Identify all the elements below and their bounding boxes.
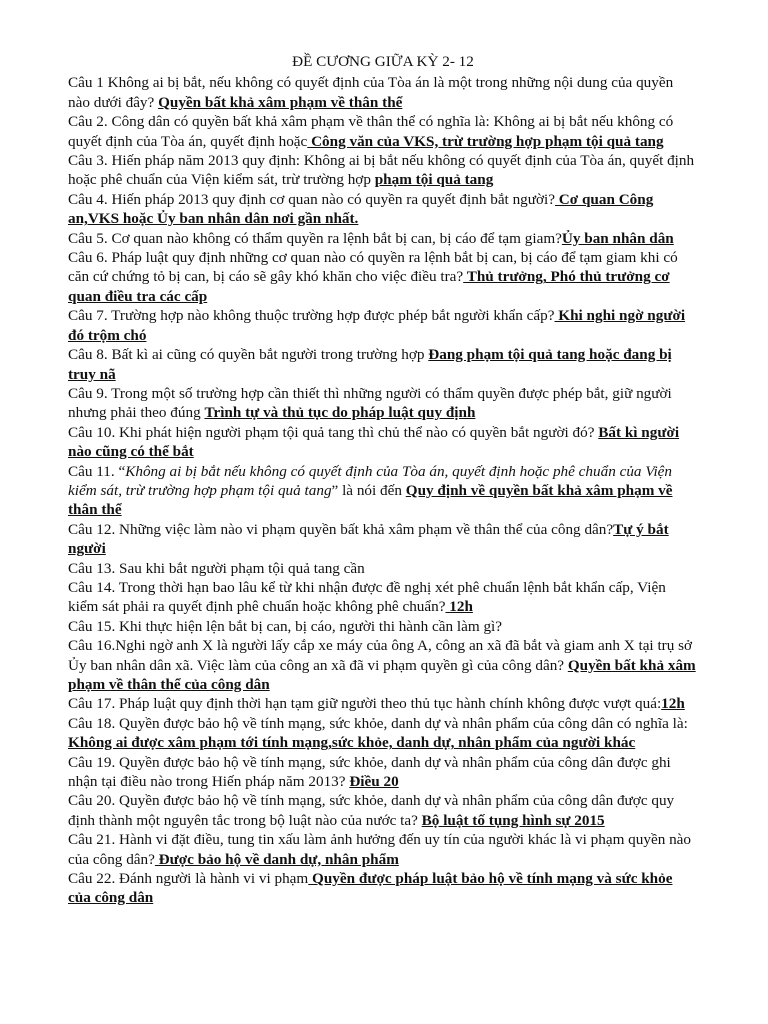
question-15 [68,617,698,636]
question-text: Câu 4. Hiến pháp 2013 quy định cơ quan nào có quyền ra quyết định bắt người? [68,190,555,208]
question-text: Câu 22. Đánh người là hành vi vi phạm [68,870,309,888]
question-8 [68,345,698,384]
answer-text: Quy định về quyền bất khả xâm phạm về thân thể [68,481,673,519]
question-6 [68,248,698,306]
answer-text: Đang phạm tội quả tang hoặc đang bị truy nã [68,346,672,383]
answer-text: Điều 20 [349,773,399,791]
question-21 [68,830,698,869]
question-1 [68,73,698,112]
question-9 [68,384,698,423]
document-page [68,52,698,908]
answer-text: Thủ trưởng, Phó thủ trưởng cơ quan điều tra các cấp [68,268,670,305]
answer-text: Không ai được xâm phạm tới tính mạng,sức khỏe, danh dự, nhân phẩm của người khác [68,734,636,752]
question-12 [68,520,698,559]
question-3 [68,151,698,190]
question-text: Câu 8. Bất kì ai cũng có quyền bắt người trong trường hợp [68,346,429,364]
answer-text: Bất kì người nào cũng có thể bắt [68,423,680,461]
question-text: Câu 9. Trong một số trường hợp cần thiết thì những người có thẩm quyền được phép bắt, giữ người nhưng phải theo đúng [68,384,672,422]
quoted-provision: Không ai bị bắt nếu không có quyết định của Tòa án, quyết định hoặc phê chuẩn của Viện kiểm sát, trừ trường hợp phạm tội quả tang [68,462,673,499]
question-14 [68,578,698,617]
question-text: ” là nói đến [331,481,406,499]
question-20 [68,791,698,830]
question-4 [68,190,698,229]
answer-text: Bộ luật tố tụng hình sự 2015 [421,811,605,829]
answer-text: Khi nghi ngờ người đó trộm chó [68,307,686,344]
answer-text: Quyền bất khả xâm phạm về thân thể của công dân [68,656,696,693]
question-13 [68,559,698,578]
question-text: Câu 19. Quyền được bảo hộ về tính mạng, sức khỏe, danh dự và nhân phẩm của công dân được ghi nhận tại điều nào trong Hiến pháp năm 2013? [68,753,671,791]
question-text: Câu 17. Pháp luật quy định thời hạn tạm giữ người theo thủ tục hành chính không được vượt quá: [68,695,662,713]
question-11 [68,462,698,520]
question-text: Câu 14. Trong thời hạn bao lâu kể từ khi nhận được đề nghị xét phê chuẩn lệnh bắt khẩn cấp, Viện kiểm sát phải ra quyết định phê chuẩn hoặc không phê chuẩn? [68,578,666,616]
answer-text: phạm tội quả tang [374,171,494,189]
question-text: Câu 2. Công dân có quyền bất khả xâm phạm về thân thể có nghĩa là: Không ai bị bắt nếu không có quyết định của Tòa án, quyết định hoặc [68,113,674,150]
question-text: Câu 21. Hành vi đặt điều, tung tin xấu làm ảnh hưởng đến uy tín của người khác là vi phạm quyền nào của công dân? [68,831,692,868]
question-prefix: Câu 11. “ [68,462,126,480]
question-text: Câu 3. Hiến pháp năm 2013 quy định: Không ai bị bắt nếu không có quyết định của Tòa án, quyết định hoặc phê chuẩn của Viện kiểm sát, trừ trường hợp [68,152,695,189]
question-19 [68,753,698,792]
question-text: Câu 6. Pháp luật quy định những cơ quan nào có quyền ra lệnh bắt bị can, bị cáo để tạm giam khi có căn cứ chứng tỏ bị can, bị cáo sẽ gây khó khăn cho việc điều tra? [68,249,678,286]
answer-text: Được bảo hộ về danh dự, nhân phẩm [154,850,399,868]
question-text: Câu 15. Khi thực hiện lện bắt bị can, bị cáo, người thi hành cần làm gì? [68,617,503,635]
question-text: Câu 7. Trường hợp nào không thuộc trường hợp được phép bắt người khẩn cấp? [68,307,555,325]
answer-text: Công văn của VKS, trừ trường hợp phạm tội quả tang [307,132,664,150]
question-text: Câu 10. Khi phát hiện người phạm tội quả tang thì chủ thể nào có quyền bắt người đó? [68,423,599,441]
question-22 [68,869,698,908]
answer-text: Tự ý bắt người [68,520,669,558]
question-18 [68,714,698,753]
answer-text: 12h [661,695,685,713]
answer-text: Quyền bất khả xâm phạm về thân thể [158,93,403,111]
question-text: Câu 18. Quyền được bảo hộ về tính mạng, sức khỏe, danh dự và nhân phẩm của công dân có nghĩa là: [68,714,688,732]
question-text: Câu 20. Quyền được bảo hộ về tính mạng, sức khỏe, danh dự và nhân phẩm của công dân được quy định thành một nguyên tắc trong bộ luật nào của nước ta? [68,792,675,829]
question-16 [68,636,698,694]
answer-text: Cơ quan Công an,VKS hoặc Ủy ban nhân dân nơi gần nhất. [68,190,654,228]
question-text: Câu 12. Những việc làm nào vi phạm quyền bất khả xâm phạm về thân thể của công dân? [68,520,614,538]
document-title: ĐỀ CƯƠNG GIỮA KỲ 2- 12 [292,53,474,70]
question-text: Câu 5. Cơ quan nào không có thẩm quyền ra lệnh bắt bị can, bị cáo để tạm giam? [68,229,562,247]
answer-text: Ủy ban nhân dân [561,229,674,247]
question-text: Câu 1 Không ai bị bắt, nếu không có quyết định của Tòa án là một trong những nội dung của quyền nào dưới đây? [68,74,674,111]
answer-text: Trình tự và thủ tục do pháp luật quy định [204,404,476,422]
question-text: Câu 13. Sau khi bắt người phạm tội quả tang cần [68,559,365,577]
question-2 [68,112,698,151]
question-5 [68,229,698,248]
answer-text: Quyền được pháp luật bảo hộ về tính mạng và sức khỏe của công dân [68,870,673,907]
question-7 [68,306,698,345]
question-17 [68,694,698,713]
question-10 [68,423,698,462]
question-text: Câu 16.Nghi ngờ anh X là người lấy cắp xe máy của ông A, công an xã đã bắt và giam anh X tại trụ sở Ủy ban nhân dân xã. Việc làm của công an xã đã vi phạm quyền gì của công dân? [68,637,693,674]
answer-text: 12h [445,598,473,616]
